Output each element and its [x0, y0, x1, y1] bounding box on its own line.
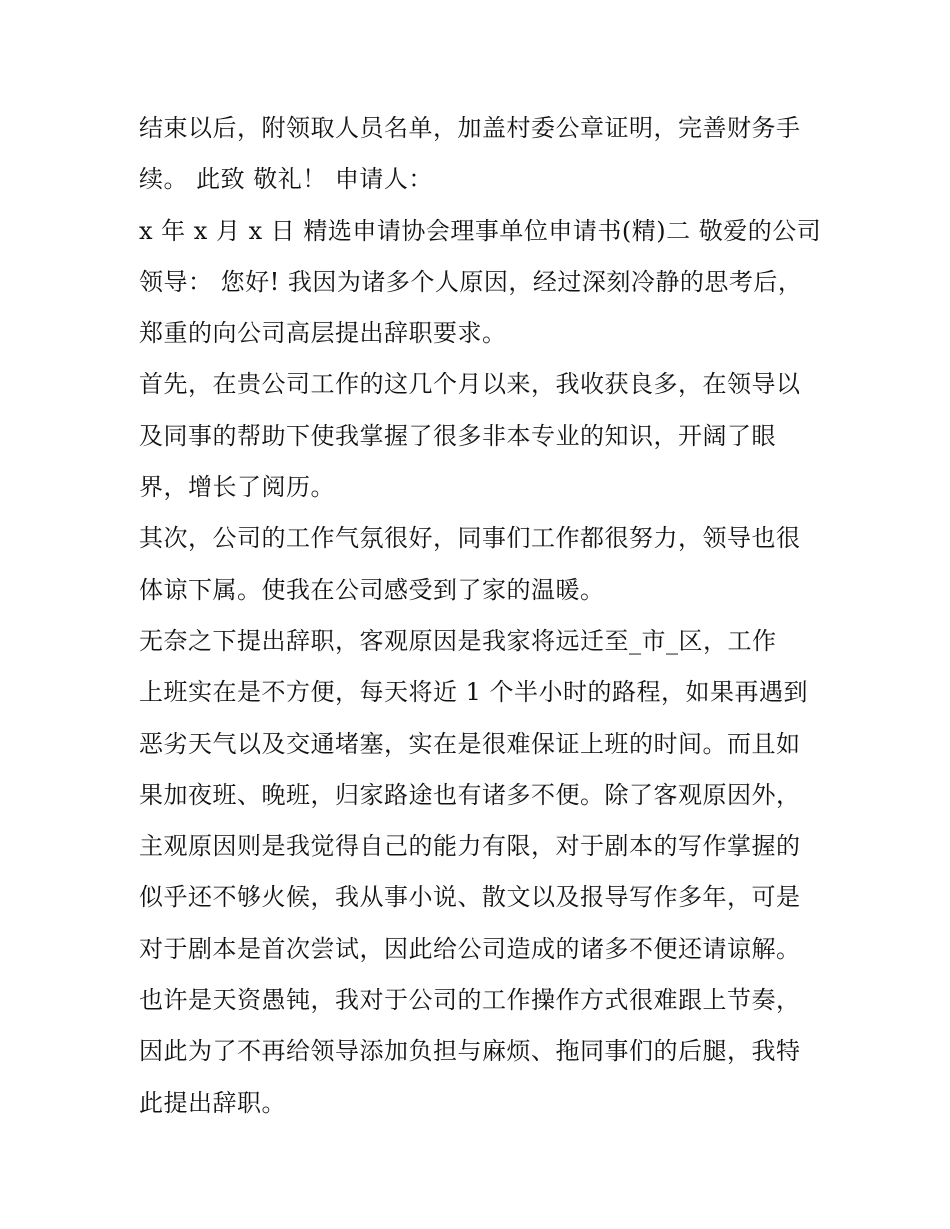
text-line: 因此为了不再给领导添加负担与麻烦、拖同事们的后腿，我特	[139, 1037, 801, 1066]
text-line: 郑重的向公司高层提出辞职要求。	[139, 319, 507, 348]
text-line: 上班实在是不方便，每天将近 1 个半小时的路程，如果再遇到	[139, 678, 809, 707]
text-line: 果加夜班、晚班，归家路途也有诸多不便。除了客观原因外，	[139, 780, 801, 809]
text-line: 似乎还不够火候，我从事小说、散文以及报导写作多年，可是	[139, 883, 801, 912]
text-line: 及同事的帮助下使我掌握了很多非本专业的知识，开阔了眼	[139, 421, 776, 450]
text-line: 对于剧本是首次尝试，因此给公司造成的诸多不便还请谅解。	[139, 934, 801, 963]
text-line: 此提出辞职。	[139, 1088, 286, 1117]
text-line: 无奈之下提出辞职，客观原因是我家将远迁至_市_区，工作	[139, 626, 777, 655]
text-line: 体谅下属。使我在公司感受到了家的温暖。	[139, 575, 605, 604]
body-text	[139, 103, 829, 1129]
text-line: 首先，在贵公司工作的这几个月以来，我收获良多，在领导以	[139, 370, 801, 399]
text-line: x 年 x 月 x 日 精选申请协会理事单位申请书(精)二 敬爱的公司	[139, 216, 822, 245]
text-line: 界，增长了阅历。	[139, 473, 335, 502]
text-line: 结束以后，附领取人员名单，加盖村委公章证明，完善财务手	[139, 114, 801, 142]
text-line: 续。 此致 敬礼！ 申请人：	[139, 165, 433, 194]
text-line: 其次，公司的工作气氛很好，同事们工作都很努力，领导也很	[139, 524, 801, 553]
text-line: 也许是天资愚钝，我对于公司的工作操作方式很难跟上节奏，	[139, 986, 801, 1015]
text-line: 恶劣天气以及交通堵塞，实在是很难保证上班的时间。而且如	[139, 729, 801, 758]
text-line: 主观原因则是我觉得自己的能力有限，对于剧本的写作掌握的	[139, 832, 801, 861]
text-line: 领导： 您好! 我因为诸多个人原因，经过深刻冷静的思考后，	[139, 267, 803, 296]
